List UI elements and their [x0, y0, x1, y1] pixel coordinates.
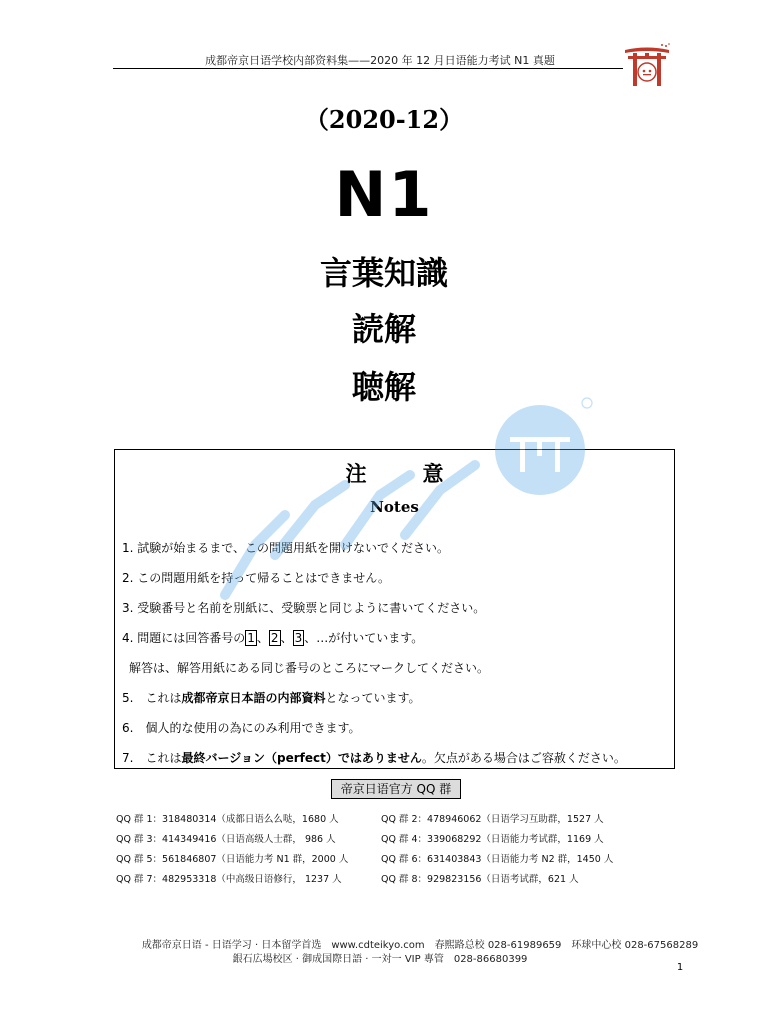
qq-group-6: QQ 群 6：631403843（日语能力考 N2 群，1450 人	[381, 854, 614, 865]
note-item-1: 1. 試験が始まるまで、この問題用紙を開けないでください。	[122, 541, 450, 555]
note-item-7-prefix: 7. これは	[122, 751, 182, 765]
section-vocabulary: 言葉知識	[319, 254, 448, 292]
exam-level: N1	[334, 158, 434, 231]
notes-title-right: 意	[422, 462, 444, 486]
section-reading: 読解	[351, 310, 416, 348]
note-item-4-line-2: 解答は、解答用紙にある同じ番号のところにマークしてください。	[129, 661, 490, 675]
note-item-4	[122, 629, 423, 646]
section-listening: 聴解	[351, 368, 416, 406]
footer-contact-line-1: 成都帝京日语 - 日语学习 · 日本留学首选 www.cdteikyo.com 春熙路总校 028-61989659 环球中心校 028-67568289	[141, 940, 699, 951]
note-item-4-prefix: 4. 問題には回答番号の	[122, 631, 246, 645]
note-item-7-bold: 最終バージョン（perfect）ではありません	[181, 751, 422, 765]
note-item-6: 6. 個人的な使用の為にのみ利用できます。	[122, 721, 361, 735]
notes-title	[115, 458, 674, 488]
footer-contact-line-2: 銀石広場校区 · 御成国際日語 · 一対一 VIP 專管 028-86680399	[232, 954, 528, 965]
notes-title-left: 注	[345, 462, 367, 486]
qq-group-2: QQ 群 2：478946062（日语学习互助群，1527 人	[381, 814, 604, 825]
qq-group-4: QQ 群 4：339068292（日语能力考试群，1169 人	[381, 834, 604, 845]
qq-group-7: QQ 群 7：482953318（中高级日语修行， 1237 人	[116, 874, 342, 885]
note-item-5-suffix: となっています。	[325, 691, 421, 705]
note-item-4-sep-2: 、	[280, 631, 293, 645]
note-item-4-sep-1: 、	[256, 631, 269, 645]
school-logo-icon	[622, 42, 672, 88]
exam-year: （2020-12）	[304, 105, 464, 134]
note-item-5-bold: 成都帝京日本語の内部資料	[181, 691, 326, 705]
header-divider	[113, 68, 623, 69]
note-item-3: 3. 受験番号と名前を別紙に、受験票と同じように書いてください。	[122, 601, 486, 615]
header-title: 成都帝京日语学校内部资料集——2020 年 12 月日语能力考试 N1 真题	[205, 54, 555, 67]
notes-subtitle: Notes	[370, 498, 419, 516]
qq-group-title: 帝京日语官方 QQ 群	[331, 779, 461, 799]
answer-number-box-1: 1	[247, 631, 255, 645]
note-item-7-suffix: 。欠点がある場合はご容赦ください。	[421, 751, 626, 765]
note-item-5-prefix: 5. これは	[122, 691, 182, 705]
answer-number-box-2: 2	[270, 631, 279, 645]
note-item-2: 2. この問題用紙を持って帰ることはできません。	[122, 571, 390, 585]
note-item-5	[122, 689, 421, 706]
qq-group-1: QQ 群 1：318480314（成都日语么么哒，1680 人	[116, 814, 339, 825]
notes-box	[114, 449, 675, 769]
page-number: 1	[676, 962, 684, 973]
qq-group-3: QQ 群 3：414349416（日语高级人士群， 986 人	[116, 834, 336, 845]
note-item-7	[122, 749, 626, 766]
note-item-4-suffix: 、…が付いています。	[304, 631, 424, 645]
qq-group-5: QQ 群 5：561846807（日语能力考 N1 群，2000 人	[116, 854, 349, 865]
qq-group-8: QQ 群 8：929823156（日语考试群，621 人	[381, 874, 579, 885]
answer-number-box-3: 3	[294, 631, 303, 645]
